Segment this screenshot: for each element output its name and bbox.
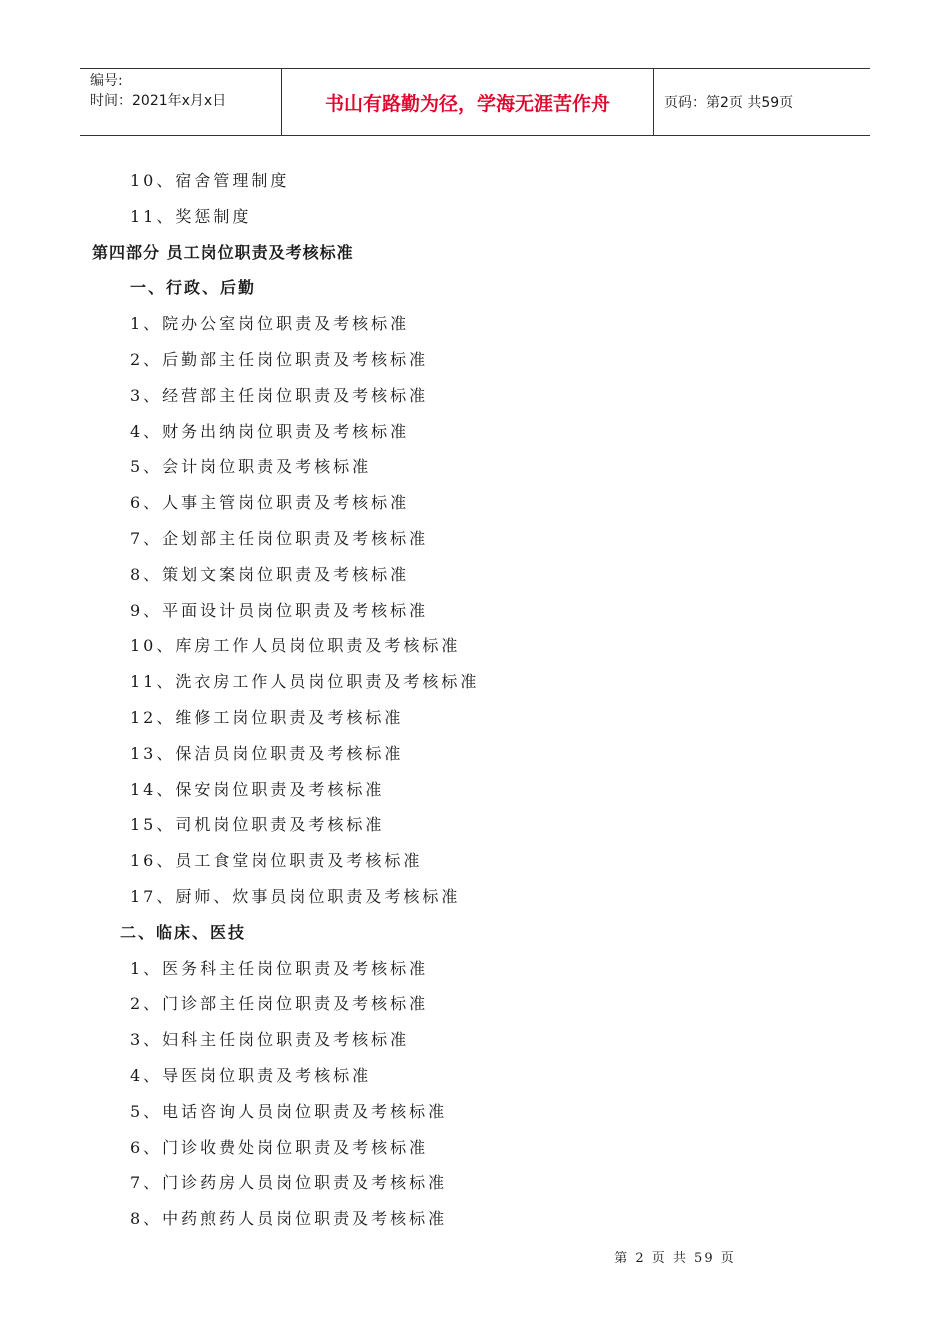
list-item: 4、导医岗位职责及考核标准 bbox=[130, 1065, 372, 1085]
list-item: 5、电话咨询人员岗位职责及考核标准 bbox=[130, 1101, 448, 1121]
header-motto: 书山有路勤为径，学海无涯苦作舟 bbox=[282, 69, 654, 135]
list-item: 9、平面设计员岗位职责及考核标准 bbox=[130, 600, 429, 620]
list-item: 15、司机岗位职责及考核标准 bbox=[130, 815, 385, 835]
list-item: 6、人事主管岗位职责及考核标准 bbox=[130, 493, 410, 513]
document-date: 时间：2021年x月x日 bbox=[90, 93, 227, 109]
list-item: 4、财务出纳岗位职责及考核标准 bbox=[130, 421, 410, 441]
list-item: 16、员工食堂岗位职责及考核标准 bbox=[130, 851, 423, 871]
list-item: 11、奖惩制度 bbox=[130, 206, 252, 226]
section-heading: 一、行政、后勤 bbox=[130, 278, 257, 298]
page-header bbox=[80, 68, 870, 136]
list-item: 7、门诊药房人员岗位职责及考核标准 bbox=[130, 1173, 448, 1193]
document-number-label: 编号: bbox=[90, 73, 123, 89]
list-item: 11、洗衣房工作人员岗位职责及考核标准 bbox=[130, 672, 480, 692]
list-item: 7、企划部主任岗位职责及考核标准 bbox=[130, 528, 429, 548]
part-heading: 第四部分 员工岗位职责及考核标准 bbox=[92, 242, 354, 262]
list-item: 17、厨师、炊事员岗位职责及考核标准 bbox=[130, 886, 461, 906]
list-item: 3、妇科主任岗位职责及考核标准 bbox=[130, 1030, 410, 1050]
list-item: 10、宿舍管理制度 bbox=[130, 171, 290, 190]
list-item: 6、门诊收费处岗位职责及考核标准 bbox=[130, 1137, 429, 1157]
page-footer bbox=[0, 1247, 950, 1266]
list-item: 1、医务科主任岗位职责及考核标准 bbox=[130, 958, 429, 978]
list-item: 2、后勤部主任岗位职责及考核标准 bbox=[130, 349, 429, 369]
section-heading: 二、临床、医技 bbox=[120, 922, 247, 942]
list-item: 12、维修工岗位职责及考核标准 bbox=[130, 707, 404, 727]
footer-page-number: 第 2 页 共 59 页 bbox=[614, 1251, 736, 1266]
list-item: 8、中药煎药人员岗位职责及考核标准 bbox=[130, 1209, 448, 1229]
document-body bbox=[0, 163, 950, 1237]
list-item: 14、保安岗位职责及考核标准 bbox=[130, 779, 385, 799]
list-item: 5、会计岗位职责及考核标准 bbox=[130, 457, 372, 477]
list-item: 8、策划文案岗位职责及考核标准 bbox=[130, 564, 410, 584]
list-item: 13、保洁员岗位职责及考核标准 bbox=[130, 743, 404, 763]
list-item: 10、库房工作人员岗位职责及考核标准 bbox=[130, 636, 461, 656]
header-page-info: 页码：第2页 共59页 bbox=[664, 95, 794, 111]
list-item: 3、经营部主任岗位职责及考核标准 bbox=[130, 385, 429, 405]
list-item: 2、门诊部主任岗位职责及考核标准 bbox=[130, 994, 429, 1014]
list-item: 1、院办公室岗位职责及考核标准 bbox=[130, 314, 410, 334]
header-meta bbox=[80, 69, 282, 135]
